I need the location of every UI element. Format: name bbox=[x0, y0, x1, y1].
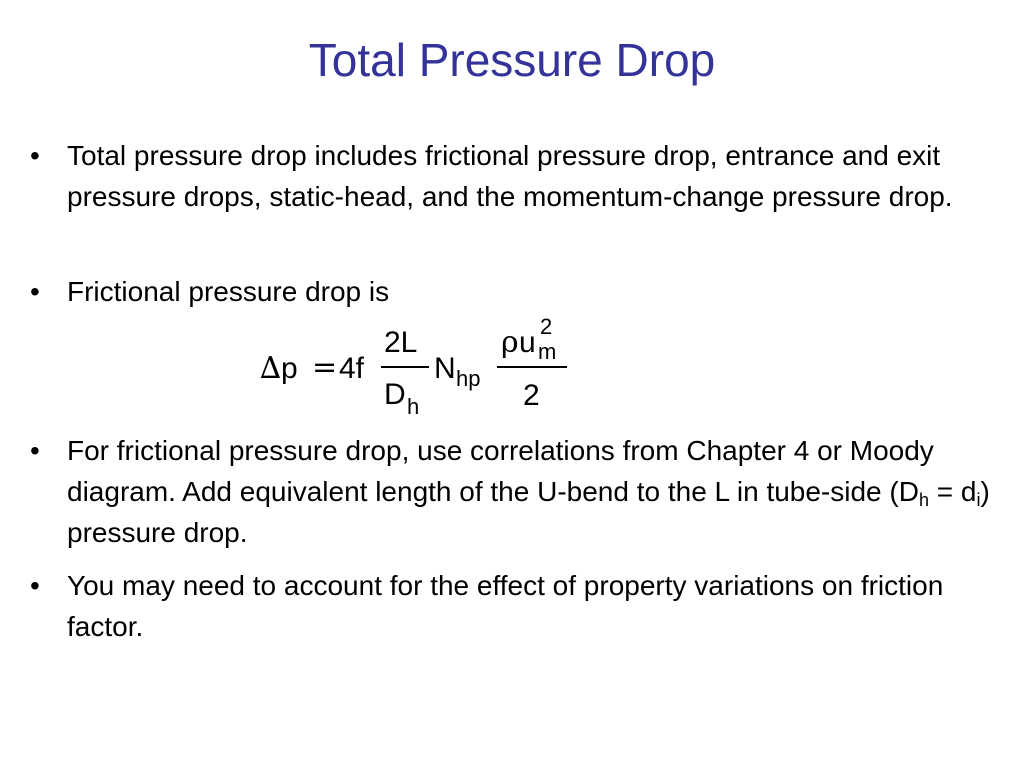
bullet-text: Frictional pressure drop is bbox=[67, 276, 390, 307]
eq-delta-symbol: ∆ bbox=[260, 351, 281, 386]
eq-u-sub-m: m bbox=[538, 339, 557, 364]
eq-N: N bbox=[434, 352, 456, 385]
eq-denominator-sub-h: h bbox=[407, 394, 420, 419]
bullet-text: You may need to account for the effect of property variations on friction factor. bbox=[67, 570, 944, 642]
bullet-text: Total pressure drop includes frictional pressure drop, entrance and exit pressure drops, static-head, and the momentum-change pressure drop. bbox=[67, 140, 953, 212]
eq-equals: = bbox=[312, 350, 338, 385]
bullet-text-part: For frictional pressure drop, use correlations from Chapter 4 or Moody diagram. Add equivalent length of the U-bend to the L in tube-side (D bbox=[67, 435, 934, 507]
eq-p: p bbox=[281, 352, 298, 385]
bullet-dot: • bbox=[30, 435, 40, 466]
subscript-h: h bbox=[918, 490, 929, 510]
subscript-i: i bbox=[976, 490, 981, 510]
slide-title: Total Pressure Drop bbox=[308, 34, 716, 86]
eq-rho: ρ bbox=[501, 325, 519, 360]
eq-N-sub-hp: hp bbox=[456, 366, 481, 391]
bullet-text-part: ) pressure drop. bbox=[67, 476, 990, 548]
eq-four-f: 4f bbox=[339, 352, 365, 385]
frictional-pressure-drop-equation bbox=[257, 314, 587, 419]
eq-denominator-D: D bbox=[384, 378, 406, 411]
eq-fraction-bar-2 bbox=[497, 366, 567, 368]
eq-u-sup-2: 2 bbox=[540, 314, 553, 339]
eq-u: u bbox=[519, 326, 536, 359]
bullet-dot: • bbox=[30, 276, 40, 307]
eq-fraction-bar-1 bbox=[381, 366, 429, 368]
bullet-dot: • bbox=[30, 140, 40, 171]
eq-numerator-2L: 2L bbox=[384, 326, 418, 359]
bullet-text bbox=[67, 430, 992, 553]
bullet-text-part: = d bbox=[928, 476, 977, 507]
bullet-dot: • bbox=[30, 570, 40, 601]
eq-denominator-2: 2 bbox=[523, 379, 540, 412]
